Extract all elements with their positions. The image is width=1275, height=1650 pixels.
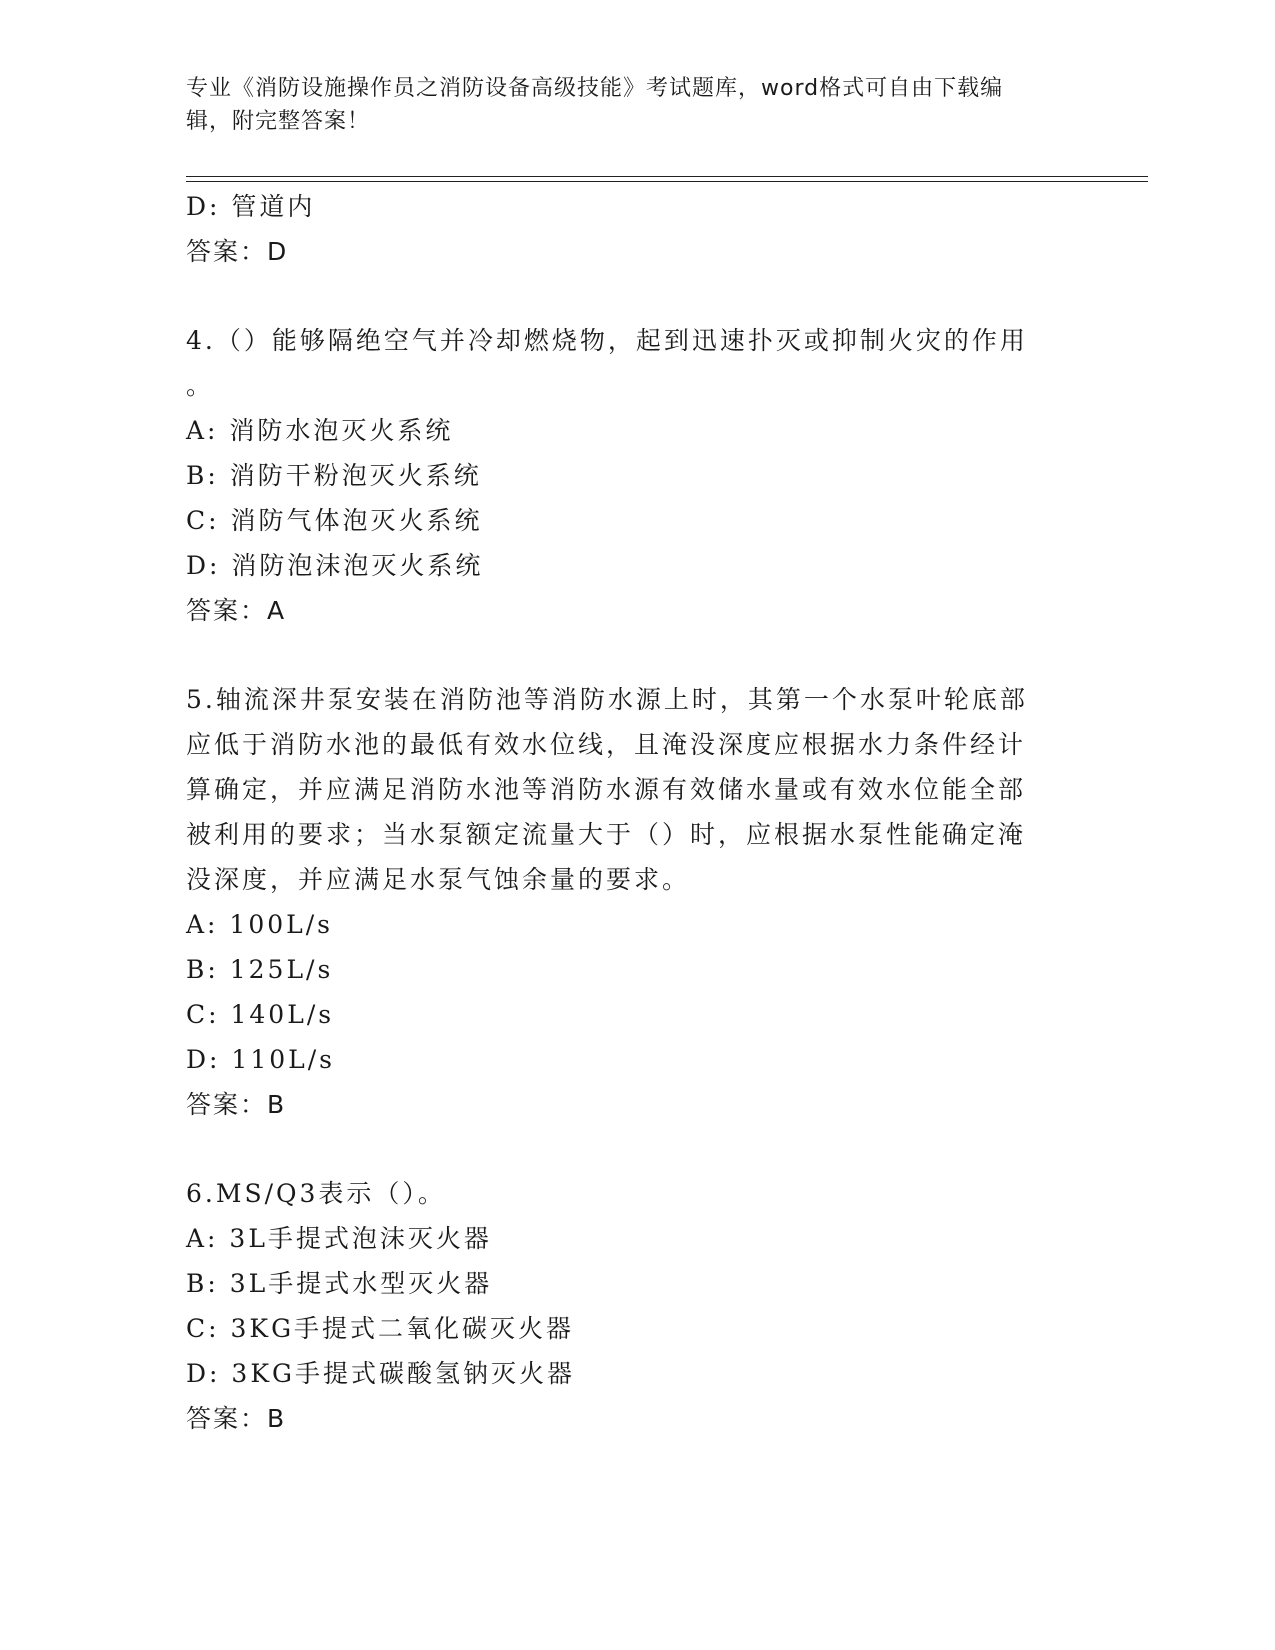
spacer [186, 1127, 1066, 1171]
question-6 [186, 1171, 1066, 1441]
header-line-2: 辑，附完整答案！ [186, 109, 371, 134]
option-b: B: 125L/s [186, 955, 334, 984]
question-stem-line: 应低于消防水池的最低有效水位线，且淹没深度应根据水力条件经计 [186, 730, 1027, 759]
spacer [186, 633, 1066, 677]
question-stem-line: 4.（）能够隔绝空气并冷却燃烧物，起到迅速扑灭或抑制火灾的作用 [186, 326, 1028, 355]
option-d: D: 3KG手提式碳酸氢钠灭火器 [186, 1359, 575, 1388]
option-a: A: 3L手提式泡沫灭火器 [186, 1224, 492, 1253]
option-c: C: 消防气体泡灭火系统 [186, 506, 483, 535]
question-stem-line: 没深度，并应满足水泵气蚀余量的要求。 [186, 865, 691, 894]
previous-answer: 答案：D [186, 237, 289, 266]
answer: 答案：B [186, 1090, 287, 1119]
header-line-1: 专业《消防设施操作员之消防设备高级技能》考试题库，word格式可自由下载编 [186, 76, 1004, 101]
header-divider-top [186, 176, 1148, 177]
option-b: B: 消防干粉泡灭火系统 [186, 461, 482, 490]
option-d: D: 消防泡沫泡灭火系统 [186, 551, 484, 580]
previous-option-d: D: 管道内 [186, 192, 316, 221]
question-stem-line: 。 [186, 371, 215, 400]
option-b: B: 3L手提式水型灭火器 [186, 1269, 493, 1298]
question-stem-line: 算确定，并应满足消防水池等消防水源有效储水量或有效水位能全部 [186, 775, 1027, 804]
option-a: A: 100L/s [186, 910, 333, 939]
option-a: A: 消防水泡灭火系统 [186, 416, 454, 445]
question-stem-line: 5.轴流深井泵安装在消防池等消防水源上时，其第一个水泵叶轮底部 [186, 685, 1028, 714]
header-divider-bottom [186, 181, 1148, 182]
question-4 [186, 318, 1066, 633]
question-stem-line: 6.MS/Q3表示（）。 [186, 1179, 446, 1208]
option-c: C: 3KG手提式二氧化碳灭火器 [186, 1314, 575, 1343]
answer: 答案：B [186, 1404, 287, 1433]
option-c: C: 140L/s [186, 1000, 335, 1029]
page-header [186, 72, 1066, 138]
question-content [186, 184, 1066, 1441]
spacer [186, 274, 1066, 318]
question-stem-line: 被利用的要求；当水泵额定流量大于（）时，应根据水泵性能确定淹 [186, 820, 1027, 849]
option-d: D: 110L/s [186, 1045, 335, 1074]
answer: 答案：A [186, 596, 287, 625]
question-5 [186, 677, 1066, 1127]
